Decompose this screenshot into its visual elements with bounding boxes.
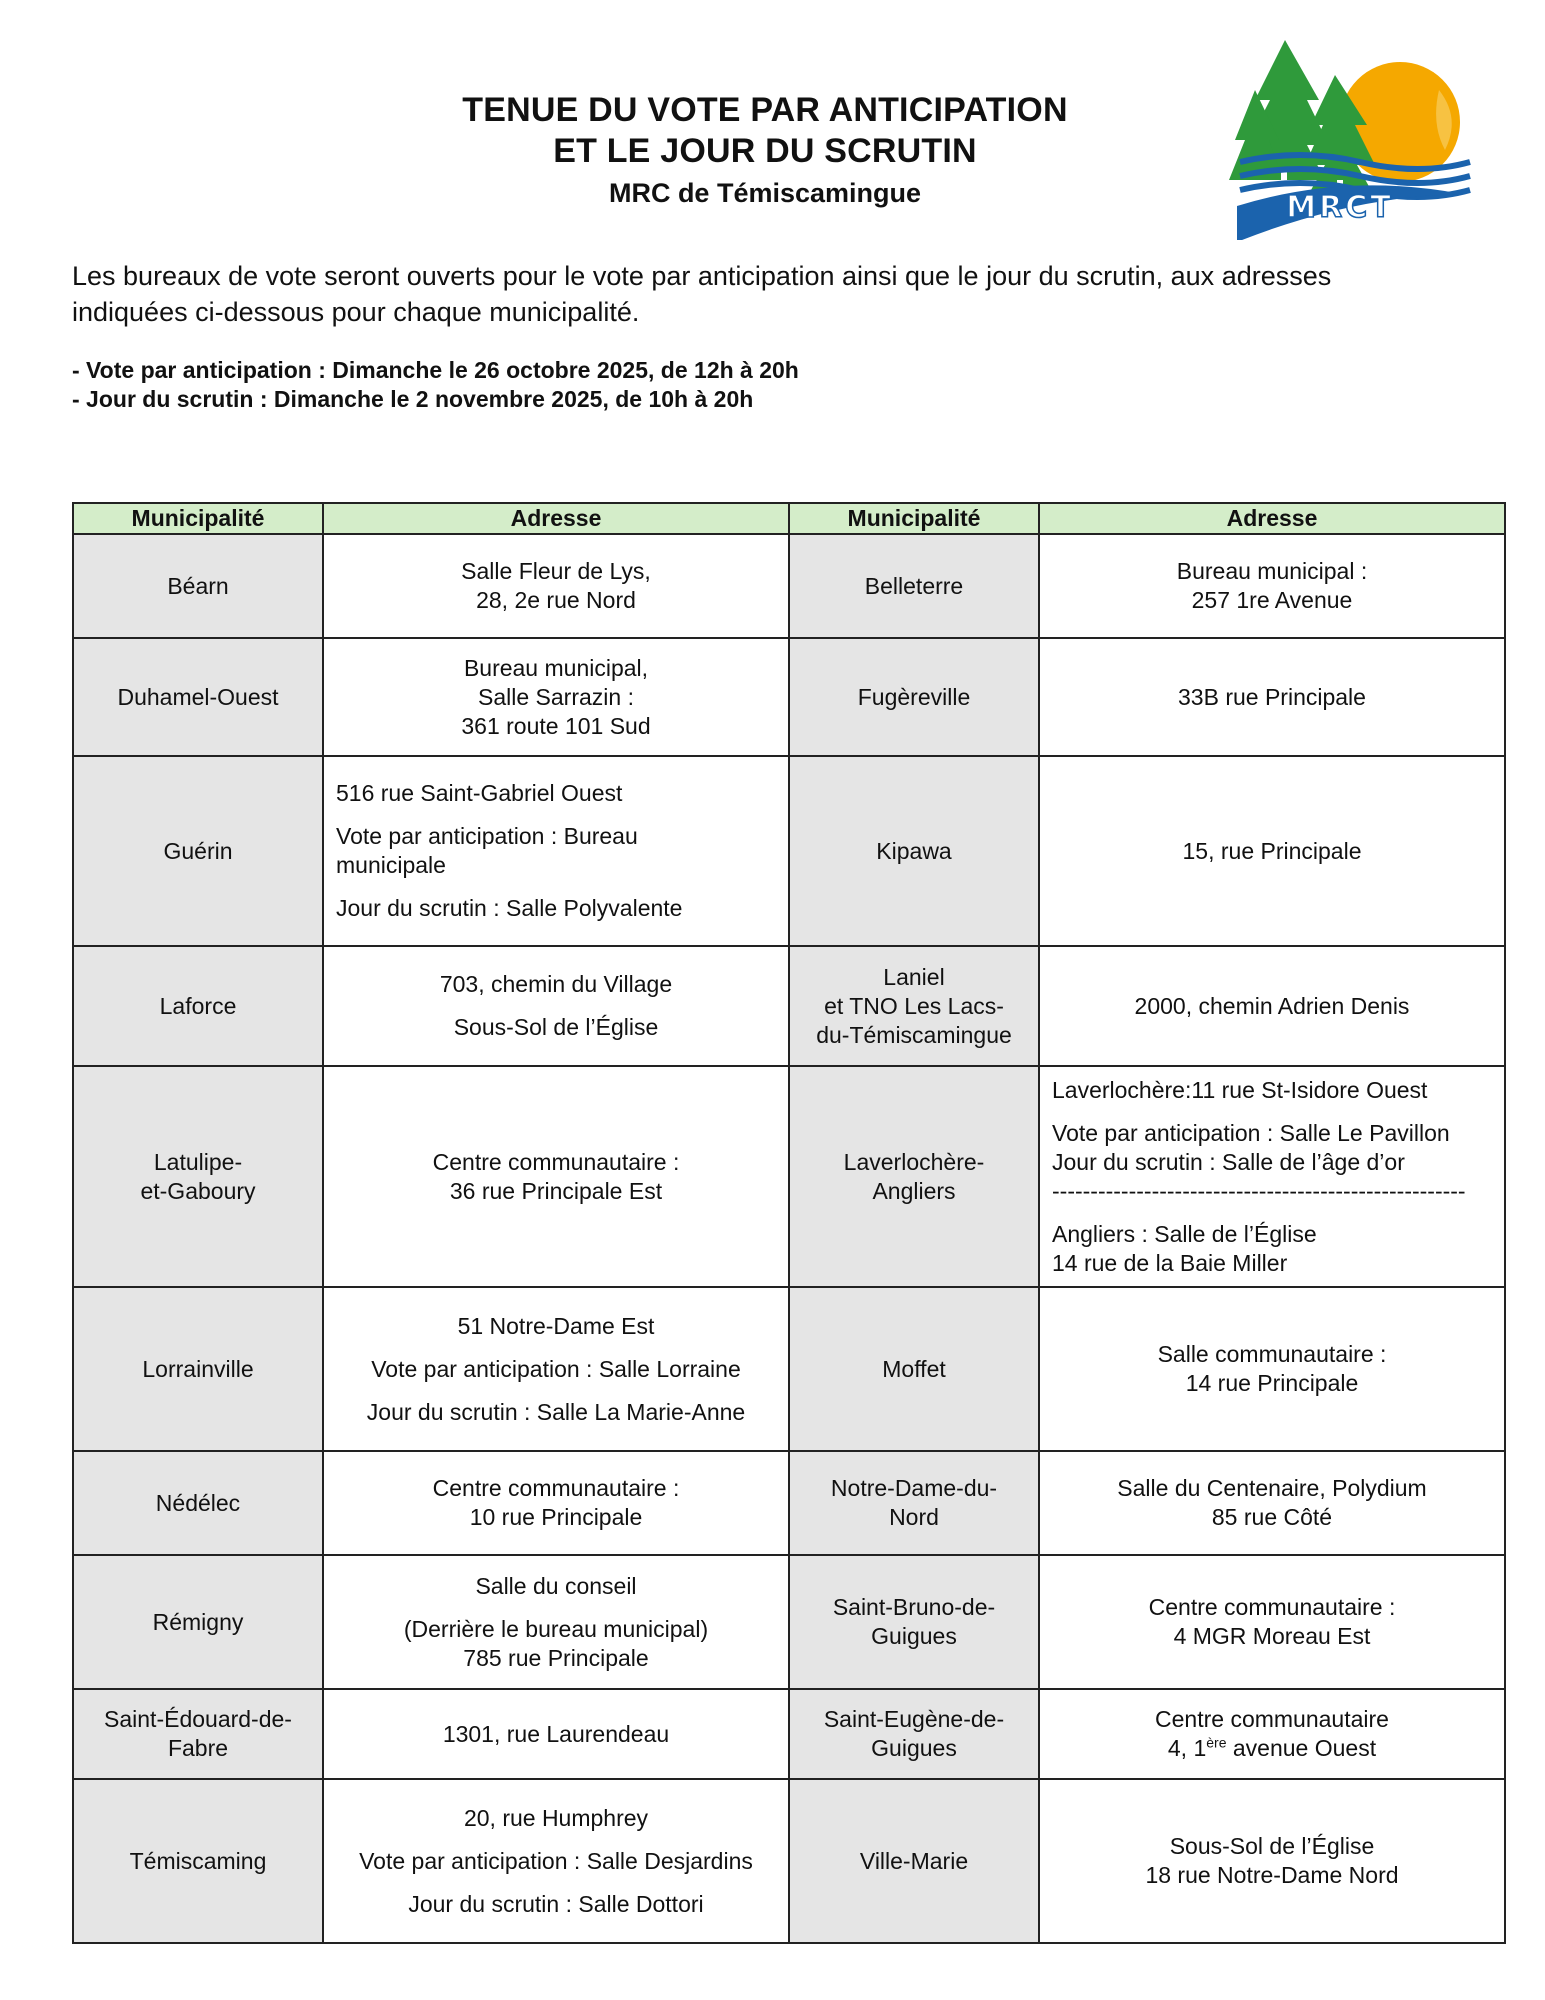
address-cell-left <box>323 756 789 946</box>
municipality-cell-left <box>73 756 323 946</box>
address-paragraph <box>336 779 776 808</box>
address-paragraph <box>336 1804 776 1833</box>
address-paragraph <box>336 1890 776 1919</box>
table-row <box>73 1689 1505 1779</box>
municipality-name-line: Laniel <box>883 963 945 990</box>
municipality-cell-right <box>789 1779 1039 1943</box>
table-row <box>73 946 1505 1066</box>
municipality-name-line: Moffet <box>882 1355 946 1382</box>
address-line: 257 1re Avenue <box>1191 587 1353 613</box>
address-paragraph <box>1052 1474 1492 1532</box>
address-cell-left <box>323 1555 789 1689</box>
municipality-cell-left <box>73 1287 323 1451</box>
address-line: Jour du scrutin : Salle Polyvalente <box>336 895 683 921</box>
address-line: 14 rue de la Baie Miller <box>1052 1249 1288 1276</box>
address-line: Centre communautaire : <box>1148 1594 1396 1620</box>
address-cell-left <box>323 946 789 1066</box>
municipality-name-line: Ville-Marie <box>859 1847 969 1874</box>
table-row <box>73 534 1505 638</box>
address-line: Salle Fleur de Lys, <box>461 558 651 584</box>
municipality-name-line: Belleterre <box>864 572 964 599</box>
address-line: Vote par anticipation : Salle Lorraine <box>371 1355 741 1382</box>
municipality-name-line: Duhamel-Ouest <box>117 683 279 710</box>
address-paragraph <box>336 1474 776 1532</box>
address-paragraph <box>336 1615 776 1673</box>
municipality-name-line: Nord <box>889 1504 939 1530</box>
municipality-cell-left <box>73 1451 323 1555</box>
municipality-name-line: Témiscaming <box>129 1847 267 1874</box>
address-paragraph <box>336 1312 776 1341</box>
address-paragraph <box>1052 1220 1492 1278</box>
table-row <box>73 1555 1505 1689</box>
address-line: Salle du Centenaire, Polydium <box>1117 1475 1427 1501</box>
header-municipality-right: Municipalité <box>789 503 1039 534</box>
address-line: 785 rue Principale <box>463 1644 649 1671</box>
address-paragraph <box>336 1013 776 1042</box>
address-cell-left <box>323 534 789 638</box>
address-paragraph <box>1052 1076 1492 1105</box>
address-line: Sous-Sol de l’Église <box>1169 1833 1375 1859</box>
address-line: 18 rue Notre-Dame Nord <box>1145 1862 1399 1888</box>
address-paragraph <box>336 1847 776 1876</box>
address-paragraph <box>1052 1832 1492 1890</box>
address-line: 4, 1ère avenue Ouest <box>1167 1734 1377 1761</box>
municipality-name-line: et-Gaboury <box>140 1177 256 1204</box>
address-line: Vote par anticipation : Salle Desjardins <box>359 1847 753 1874</box>
address-paragraph <box>1052 1340 1492 1398</box>
address-line: 14 rue Principale <box>1185 1370 1359 1396</box>
address-paragraph <box>336 1148 776 1206</box>
voting-dates <box>72 356 799 414</box>
address-paragraph <box>1052 992 1492 1021</box>
address-line: Centre communautaire : <box>432 1148 680 1175</box>
address-line: 15, rue Principale <box>1182 837 1362 864</box>
address-paragraph <box>336 822 776 880</box>
address-line: Vote par anticipation : Bureau <box>336 823 638 849</box>
address-cell-right <box>1039 1287 1505 1451</box>
address-cell-left <box>323 1689 789 1779</box>
address-paragraph <box>1052 837 1492 866</box>
address-line: Bureau municipal : <box>1176 558 1368 584</box>
mrct-logo <box>1225 30 1485 240</box>
municipality-cell-right <box>789 1689 1039 1779</box>
address-line: Laverlochère:11 rue St-Isidore Ouest <box>1052 1076 1428 1103</box>
municipality-cell-right <box>789 946 1039 1066</box>
address-cell-right <box>1039 1779 1505 1943</box>
address-line: Vote par anticipation : Salle Le Pavillon <box>1052 1119 1450 1146</box>
municipality-cell-right <box>789 638 1039 756</box>
municipality-name-line: Guigues <box>871 1735 957 1761</box>
address-line: 10 rue Principale <box>469 1504 643 1530</box>
address-cell-right <box>1039 1066 1505 1287</box>
municipality-name-line: Laverlochère- <box>843 1148 985 1175</box>
address-paragraph <box>336 1398 776 1427</box>
municipality-cell-right <box>789 1287 1039 1451</box>
municipality-cell-right <box>789 1451 1039 1555</box>
address-paragraph <box>336 1355 776 1384</box>
municipality-name-line: Nédélec <box>155 1489 241 1516</box>
address-line: 28, 2e rue Nord <box>476 587 636 613</box>
document-title-line-1: TENUE DU VOTE PAR ANTICIPATION <box>462 91 1068 129</box>
address-line: 516 rue Saint-Gabriel Ouest <box>336 780 623 806</box>
election-day-date: - Jour du scrutin : Dimanche le 2 novembre 2025, de 10h à 20h <box>72 386 754 412</box>
municipality-name-line: Guigues <box>871 1623 957 1649</box>
table-row <box>73 638 1505 756</box>
municipality-name-line: Lorrainville <box>142 1355 254 1382</box>
municipality-name-line: Notre-Dame-du- <box>830 1475 998 1501</box>
document-subtitle: MRC de Témiscamingue <box>608 178 922 208</box>
address-line: Sous-Sol de l’Église <box>453 1014 659 1040</box>
municipality-name-line: Guérin <box>163 837 233 864</box>
municipality-cell-left <box>73 638 323 756</box>
municipality-name-line: et TNO Les Lacs- <box>824 992 1004 1019</box>
address-line: 2000, chemin Adrien Denis <box>1134 992 1410 1019</box>
municipality-name-line: Saint-Bruno-de- <box>832 1594 996 1620</box>
address-line: 51 Notre-Dame Est <box>457 1312 655 1339</box>
address-line: ------------------------------------------------------ <box>1052 1177 1466 1204</box>
address-line: 4 MGR Moreau Est <box>1173 1623 1371 1649</box>
table-row <box>73 1779 1505 1943</box>
polling-locations-table <box>72 502 1506 1944</box>
address-cell-right <box>1039 1451 1505 1555</box>
address-line: Angliers : Salle de l’Église <box>1052 1220 1317 1247</box>
address-line: 20, rue Humphrey <box>463 1804 649 1831</box>
address-paragraph <box>336 970 776 999</box>
municipality-name-line: Laforce <box>159 992 237 1019</box>
address-cell-right <box>1039 1689 1505 1779</box>
municipality-cell-left <box>73 1689 323 1779</box>
municipality-cell-right <box>789 756 1039 946</box>
address-line: municipale <box>336 852 446 878</box>
address-cell-right <box>1039 946 1505 1066</box>
document-header <box>280 90 1250 212</box>
address-line: Jour du scrutin : Salle Dottori <box>408 1890 704 1917</box>
municipality-cell-right <box>789 1066 1039 1287</box>
table-row <box>73 1066 1505 1287</box>
address-cell-left <box>323 1779 789 1943</box>
address-line: Jour du scrutin : Salle La Marie-Anne <box>366 1398 746 1425</box>
address-paragraph <box>1052 1119 1492 1206</box>
header-address-left: Adresse <box>323 503 789 534</box>
table-row <box>73 1451 1505 1555</box>
header-municipality-left: Municipalité <box>73 503 323 534</box>
municipality-name-line: Béarn <box>167 572 229 599</box>
address-cell-left <box>323 1451 789 1555</box>
address-line: 703, chemin du Village <box>439 971 673 997</box>
address-paragraph <box>1052 683 1492 712</box>
address-line: Centre communautaire <box>1155 1706 1389 1732</box>
address-paragraph <box>1052 1593 1492 1651</box>
advance-vote-date: - Vote par anticipation : Dimanche le 26 octobre 2025, de 12h à 20h <box>72 357 799 383</box>
logo-text: MRCT <box>1286 190 1394 225</box>
table-header-row <box>73 503 1505 534</box>
address-line: Centre communautaire : <box>432 1475 680 1501</box>
address-cell-left <box>323 1066 789 1287</box>
address-cell-right <box>1039 1555 1505 1689</box>
municipality-name-line: Kipawa <box>876 837 952 864</box>
address-cell-left <box>323 1287 789 1451</box>
address-line: Salle du conseil <box>475 1572 637 1599</box>
municipality-cell-right <box>789 534 1039 638</box>
municipality-cell-left <box>73 534 323 638</box>
intro-paragraph: Les bureaux de vote seront ouverts pour le vote par anticipation ainsi que le jour du scrutin, aux adresses indiquées ci-dessous pour chaque municipalité. <box>72 261 1332 327</box>
address-line: Salle communautaire : <box>1157 1341 1387 1367</box>
address-paragraph <box>336 894 776 923</box>
address-line: 33B rue Principale <box>1178 683 1366 710</box>
address-line: Jour du scrutin : Salle de l’âge d’or <box>1052 1148 1405 1175</box>
municipality-name-line: Angliers <box>872 1177 956 1204</box>
municipality-cell-left <box>73 946 323 1066</box>
table-row <box>73 1287 1505 1451</box>
address-line: 36 rue Principale Est <box>449 1177 663 1204</box>
municipality-name-line: Latulipe- <box>153 1148 243 1175</box>
document-title-line-2: ET LE JOUR DU SCRUTIN <box>553 132 977 170</box>
address-paragraph <box>1052 557 1492 615</box>
municipality-cell-left <box>73 1555 323 1689</box>
address-cell-left <box>323 638 789 756</box>
header-address-right: Adresse <box>1039 503 1505 534</box>
municipality-cell-right <box>789 1555 1039 1689</box>
municipality-cell-left <box>73 1779 323 1943</box>
municipality-name-line: Rémigny <box>152 1608 244 1635</box>
address-paragraph <box>336 1720 776 1749</box>
address-paragraph <box>336 557 776 615</box>
address-paragraph <box>336 1572 776 1601</box>
municipality-name-line: Fabre <box>167 1735 229 1761</box>
address-cell-right <box>1039 534 1505 638</box>
municipality-cell-left <box>73 1066 323 1287</box>
address-line: 85 rue Côté <box>1211 1504 1333 1530</box>
address-line: (Derrière le bureau municipal) <box>403 1615 709 1642</box>
municipality-name-line: Saint-Édouard-de- <box>104 1706 292 1732</box>
address-paragraph <box>1052 1705 1492 1763</box>
address-cell-right <box>1039 756 1505 946</box>
address-line: 361 route 101 Sud <box>461 712 651 739</box>
municipality-name-line: Fugèreville <box>857 683 971 710</box>
address-line: Bureau municipal, <box>463 654 649 681</box>
table-row <box>73 756 1505 946</box>
municipality-name-line: Saint-Eugène-de- <box>823 1706 1005 1732</box>
address-line: Salle Sarrazin : <box>478 683 634 710</box>
address-cell-right <box>1039 638 1505 756</box>
address-paragraph <box>336 654 776 741</box>
address-line: 1301, rue Laurendeau <box>442 1720 670 1747</box>
municipality-name-line: du-Témiscamingue <box>816 1021 1012 1048</box>
